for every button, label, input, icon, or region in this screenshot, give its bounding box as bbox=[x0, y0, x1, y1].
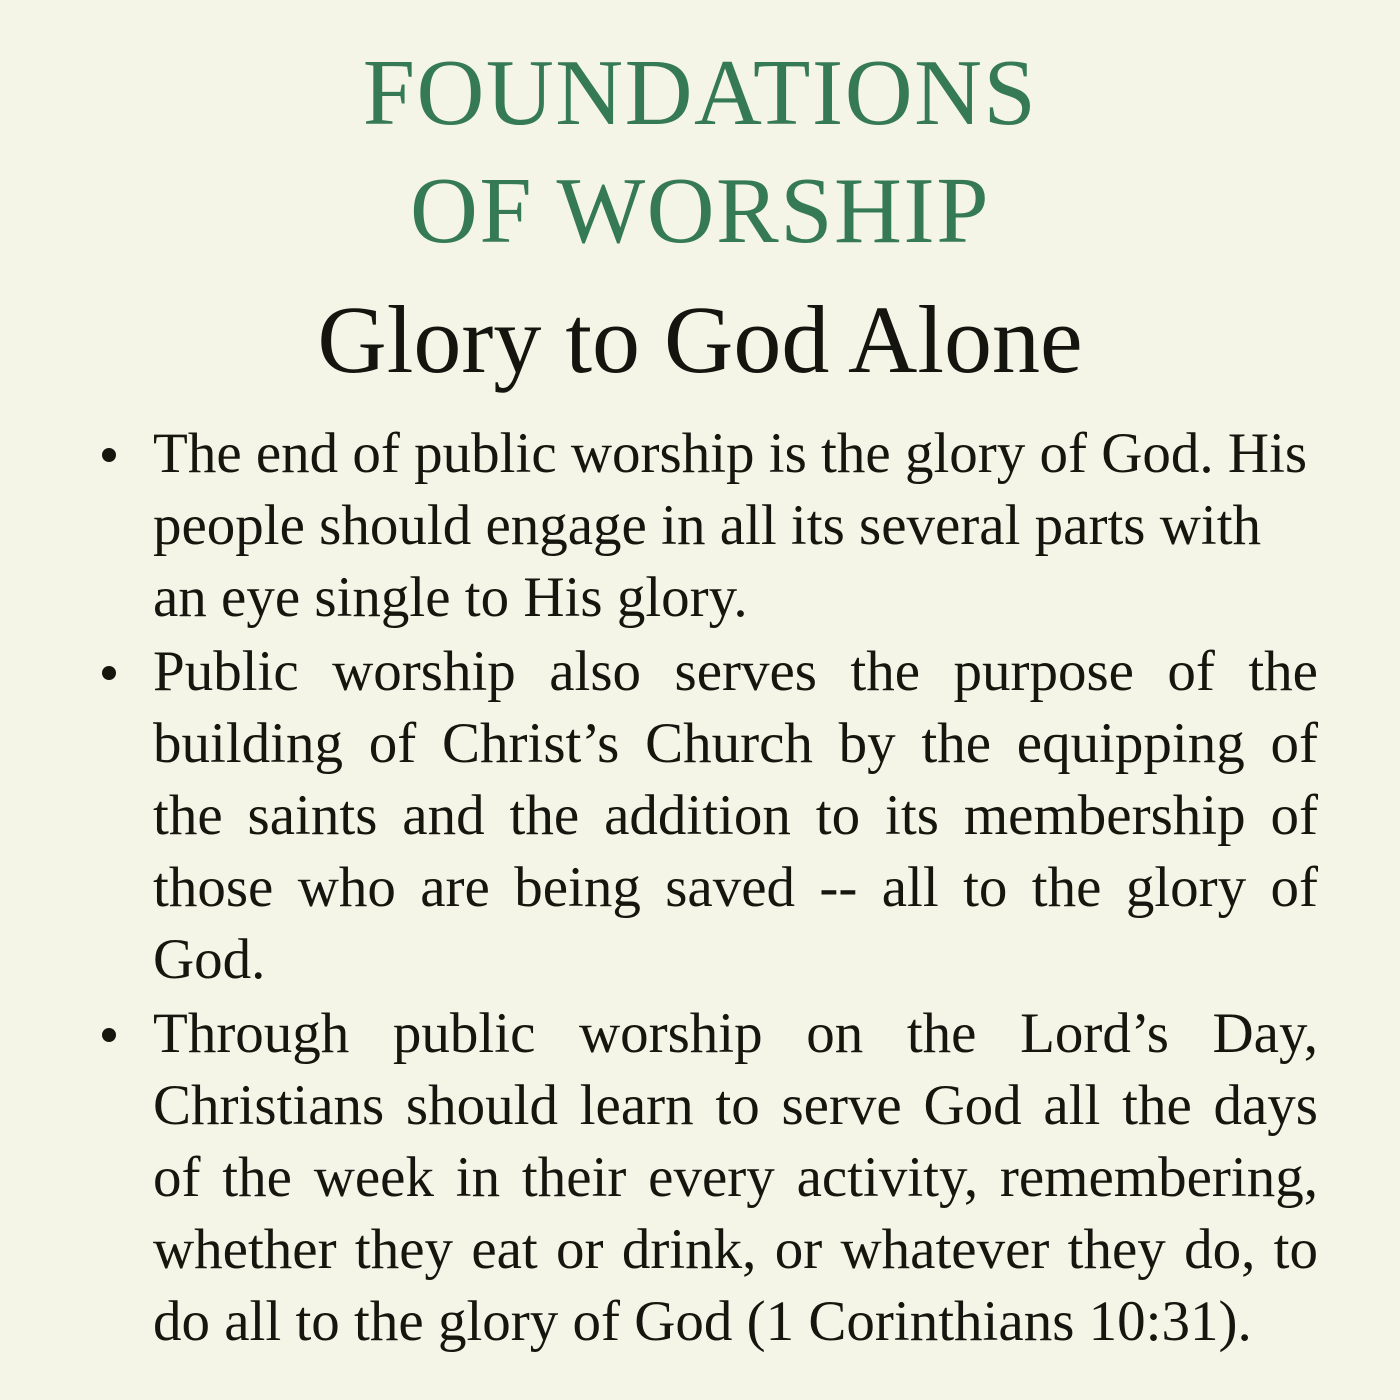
list-item-text: Through public worship on the Lord’s Day, Christians should learn to serve God all the days of the week in their every activity, remembering, whether they eat or drink, or whatever they do, to do all to the glory of God (1 Corinthians 10:31). bbox=[153, 1002, 1318, 1353]
list-item-text: Public worship also serves the purpose of the building of Christ’s Church by the equipping of the saints and the addition to its membership of those who are being saved -- all to the glory of God. bbox=[153, 640, 1318, 991]
bullet-list bbox=[0, 418, 1400, 1358]
list-item bbox=[96, 998, 1318, 1358]
bullet-dot-icon bbox=[102, 1028, 116, 1042]
list-item bbox=[96, 636, 1318, 996]
title-block bbox=[0, 0, 1400, 396]
bullet-dot-icon bbox=[102, 666, 116, 680]
page-title-line-2: OF WORSHIP bbox=[409, 159, 990, 263]
list-item-text: The end of public worship is the glory of God. His people should engage in all its several parts with an eye single to His glory. bbox=[153, 422, 1308, 629]
page-subtitle: Glory to God Alone bbox=[317, 286, 1083, 393]
page-title-line-1: FOUNDATIONS bbox=[362, 41, 1038, 145]
bullet-dot-icon bbox=[102, 448, 116, 462]
list-item bbox=[96, 418, 1318, 634]
